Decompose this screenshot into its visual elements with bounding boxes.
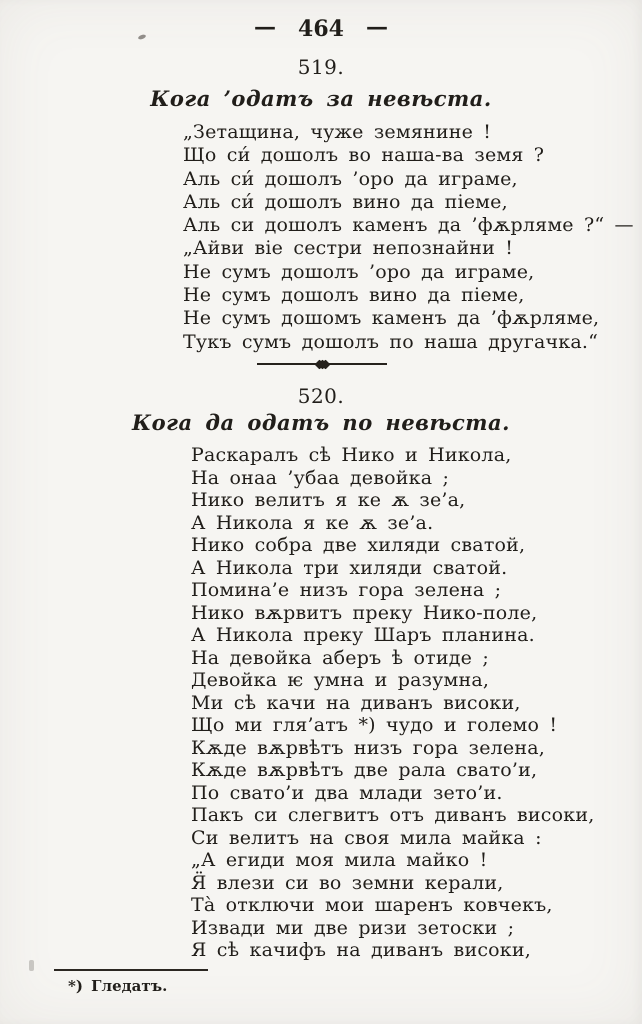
poem-line: По свато’и два млади зето’и. xyxy=(191,781,503,804)
footnote-rule xyxy=(54,969,208,971)
header-dash-right: — xyxy=(365,14,388,40)
poem-line: „Айви віе сестри непознайни ! xyxy=(183,237,514,260)
poem-519 xyxy=(183,121,634,354)
poem-line: А Никола преку Шаръ планина. xyxy=(191,624,535,646)
scan-artifact xyxy=(29,960,34,971)
poem-line: Девойка ѥ умна и разумна, xyxy=(191,669,490,691)
poem-line: Кѫде вѫрвѣтъ низъ гора зелена, xyxy=(191,736,545,759)
song-number-519: 519. xyxy=(297,55,345,79)
page-number: 464 xyxy=(298,16,344,42)
divider-line-right xyxy=(328,363,388,365)
divider-line-left xyxy=(257,363,317,365)
poem-line: Аль си́ дошолъ вино да піеме, xyxy=(183,190,508,213)
poem-line: А Никола три хиляди сватой. xyxy=(191,556,508,579)
poem-line: На онаа ’убаа девойка ; xyxy=(191,466,450,489)
poem-line: Нико собра две хиляди сватой, xyxy=(191,534,526,556)
divider-ornament xyxy=(318,361,327,368)
page-header xyxy=(0,16,642,42)
poem-line: Пакъ си слегвитъ отъ диванъ високи, xyxy=(191,804,595,826)
poem-line: Кѫде вѫрвѣтъ две рала свато’и, xyxy=(191,759,538,781)
section-divider xyxy=(257,359,387,369)
poem-line: Тукъ сумъ дошолъ по наша другачка.“ xyxy=(183,330,599,353)
poem-line: А Никола я ке ѫ зе’а. xyxy=(191,511,434,534)
poem-line: Аль си дошолъ каменъ да ’фѫрляме ?“ — xyxy=(183,214,634,237)
poem-line: Та̀ отключи мои шаренъ ковчекъ, xyxy=(191,894,553,916)
poem-line: „А егиди моя мила майко ! xyxy=(191,849,488,871)
poem-line: Не сумъ дошолъ ’оро да играме, xyxy=(183,260,535,283)
header-dash-left: — xyxy=(254,14,277,40)
poem-line: Аль си́ дошолъ ’оро да играме, xyxy=(183,167,518,190)
poem-line: Не сумъ дошомъ каменъ да ’фѫрляме, xyxy=(183,307,600,330)
poem-line: На девойка аберъ ѣ отиде ; xyxy=(191,646,489,669)
footnote-text: *) Гледатъ. xyxy=(68,977,168,995)
poem-line: Що си́ дошолъ во наша-ва земя ? xyxy=(183,144,545,167)
poem-line: „Зетащина, чуже земянине ! xyxy=(183,121,492,143)
poem-line: Що ми гля’атъ *) чудо и големо ! xyxy=(191,714,558,736)
poem-line: Я сѣ качифъ на диванъ високи, xyxy=(191,939,531,961)
poem-line: Раскаралъ сѣ Нико и Никола, xyxy=(191,444,512,466)
poem-line: Нико вѫрвитъ преку Нико-поле, xyxy=(191,601,538,624)
poem-line: Нико велитъ я ке ѫ зе’а, xyxy=(191,489,466,511)
poem-line: Помина’е низъ гора зелена ; xyxy=(191,579,502,601)
poem-line: Ми сѣ качи на диванъ високи, xyxy=(191,691,521,714)
poem-line: Извади ми две ризи зетоски ; xyxy=(191,916,515,939)
poem-line: Си велитъ на своя мила майка : xyxy=(191,826,542,849)
song-title-520: Кога да одатъ по невѣста. xyxy=(132,410,510,435)
song-number-520: 520. xyxy=(297,384,345,408)
poem-line: Я̈ влези си во земни керали, xyxy=(191,871,504,894)
song-title-519: Кога ’одатъ за невѣста. xyxy=(150,86,492,111)
poem-line: Не сумъ дошолъ вино да піеме, xyxy=(183,284,525,307)
poem-520 xyxy=(191,444,594,962)
